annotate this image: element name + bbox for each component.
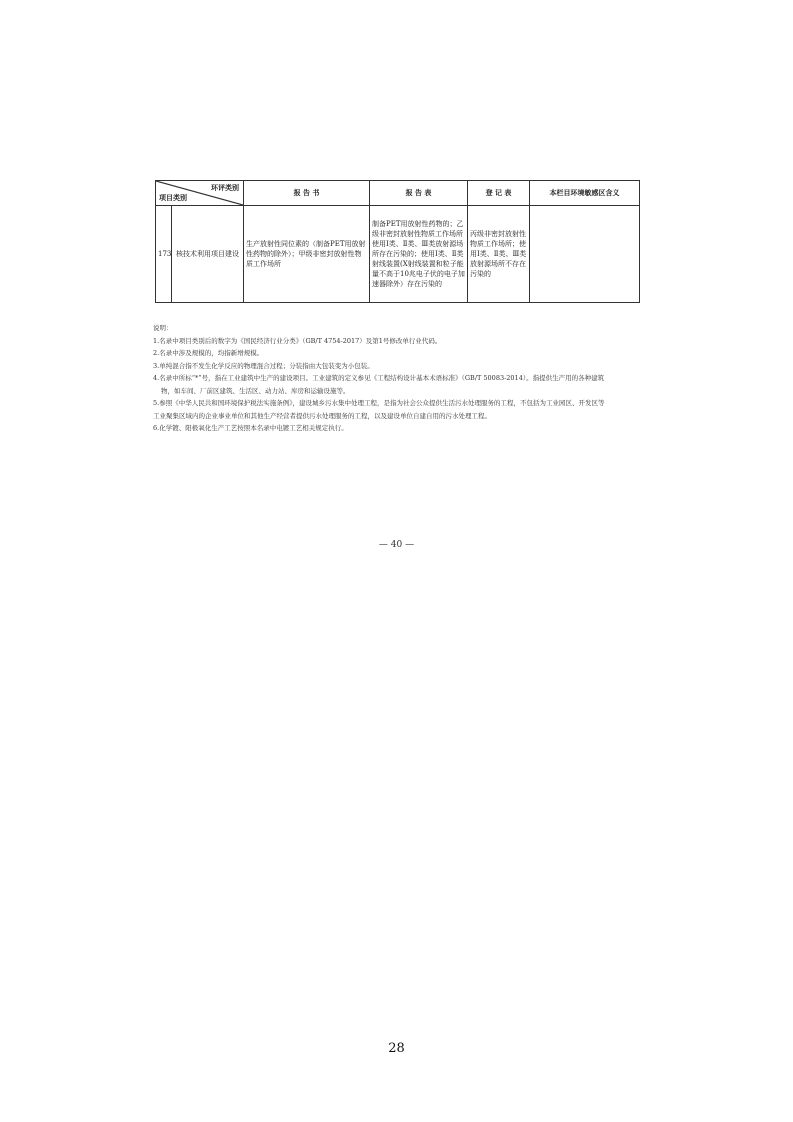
table-row bbox=[156, 206, 640, 303]
row-project-name: 核技术利用项目建设 bbox=[172, 206, 244, 303]
row-report-form: 制备PET用放射性药物的；乙级非密封放射性物质工作场所使用Ⅰ类、Ⅱ类、Ⅲ类放射源场所存在污染的；使用Ⅰ类、Ⅱ类射线装置(X射线装置和粒子能量不高于10兆电子伏的电子加速器除外）存在污染的 bbox=[370, 206, 468, 303]
note-item: 6.化学镀、阳极氧化生产工艺按照本名录中电镀工艺相关规定执行。 bbox=[153, 424, 348, 432]
header-eia-category: 环评类别 bbox=[211, 184, 239, 192]
diagonal-header-cell bbox=[156, 181, 244, 206]
header-project-category: 项目类别 bbox=[159, 193, 187, 202]
row-sensitive-area bbox=[530, 206, 640, 303]
header-sensitive-area: 本栏目环境敏感区含义 bbox=[530, 181, 640, 206]
table-header-row bbox=[156, 181, 640, 206]
notes-section bbox=[153, 322, 643, 435]
note-item: 5.参照《中华人民共和国环境保护税法实施条例》，建设城乡污水集中处理工程，是指为社会公众提供生活污水处理服务的工程，不包括为工业园区、开发区等 bbox=[153, 399, 605, 407]
note-item-continued: 工业聚集区域内的企业事业单位和其他生产经营者提供污水处理服务的工程，以及建设单位自建自用的污水处理工程。 bbox=[153, 411, 491, 420]
note-item: 2.名录中涉及规模的，均指新增规模。 bbox=[153, 349, 264, 357]
note-item: 1.名录中项目类别后的数字为《国民经济行业分类》（GB/T 4754-2017）及第1号修改单行业代码。 bbox=[153, 336, 442, 345]
page-number: 28 bbox=[388, 1041, 405, 1056]
note-item: 4.名录中所标“*”号，指在工业建筑中生产的建设项目。工业建筑的定义参见《工程结构设计基本术语标准》（GB/T 50083-2014）。指提供生产用的各种建筑 bbox=[153, 374, 605, 382]
note-item-continued: 物，如车间、厂前区建筑、生活区、动力站、库房和运输设施等。 bbox=[161, 386, 350, 395]
inner-page-number: — 40 — bbox=[378, 540, 415, 550]
eia-category-table bbox=[155, 180, 640, 303]
row-report-book: 生产放射性同位素的（制备PET用放射性药物的除外）；甲级非密封放射性物质工作场所 bbox=[244, 206, 370, 303]
header-report-book: 报 告 书 bbox=[244, 181, 370, 206]
header-register-form: 登 记 表 bbox=[468, 181, 530, 206]
row-number: 173 bbox=[156, 206, 172, 303]
row-register-form: 丙级非密封放射性物质工作场所；使用Ⅰ类、Ⅱ类、Ⅲ类放射源场所不存在污染的 bbox=[468, 206, 530, 303]
header-report-form: 报 告 表 bbox=[370, 181, 468, 206]
note-item: 3.单纯混合指不发生化学反应的物理混合过程；分装指由大包装变为小包装。 bbox=[153, 361, 374, 370]
notes-title: 说明： bbox=[153, 324, 173, 332]
